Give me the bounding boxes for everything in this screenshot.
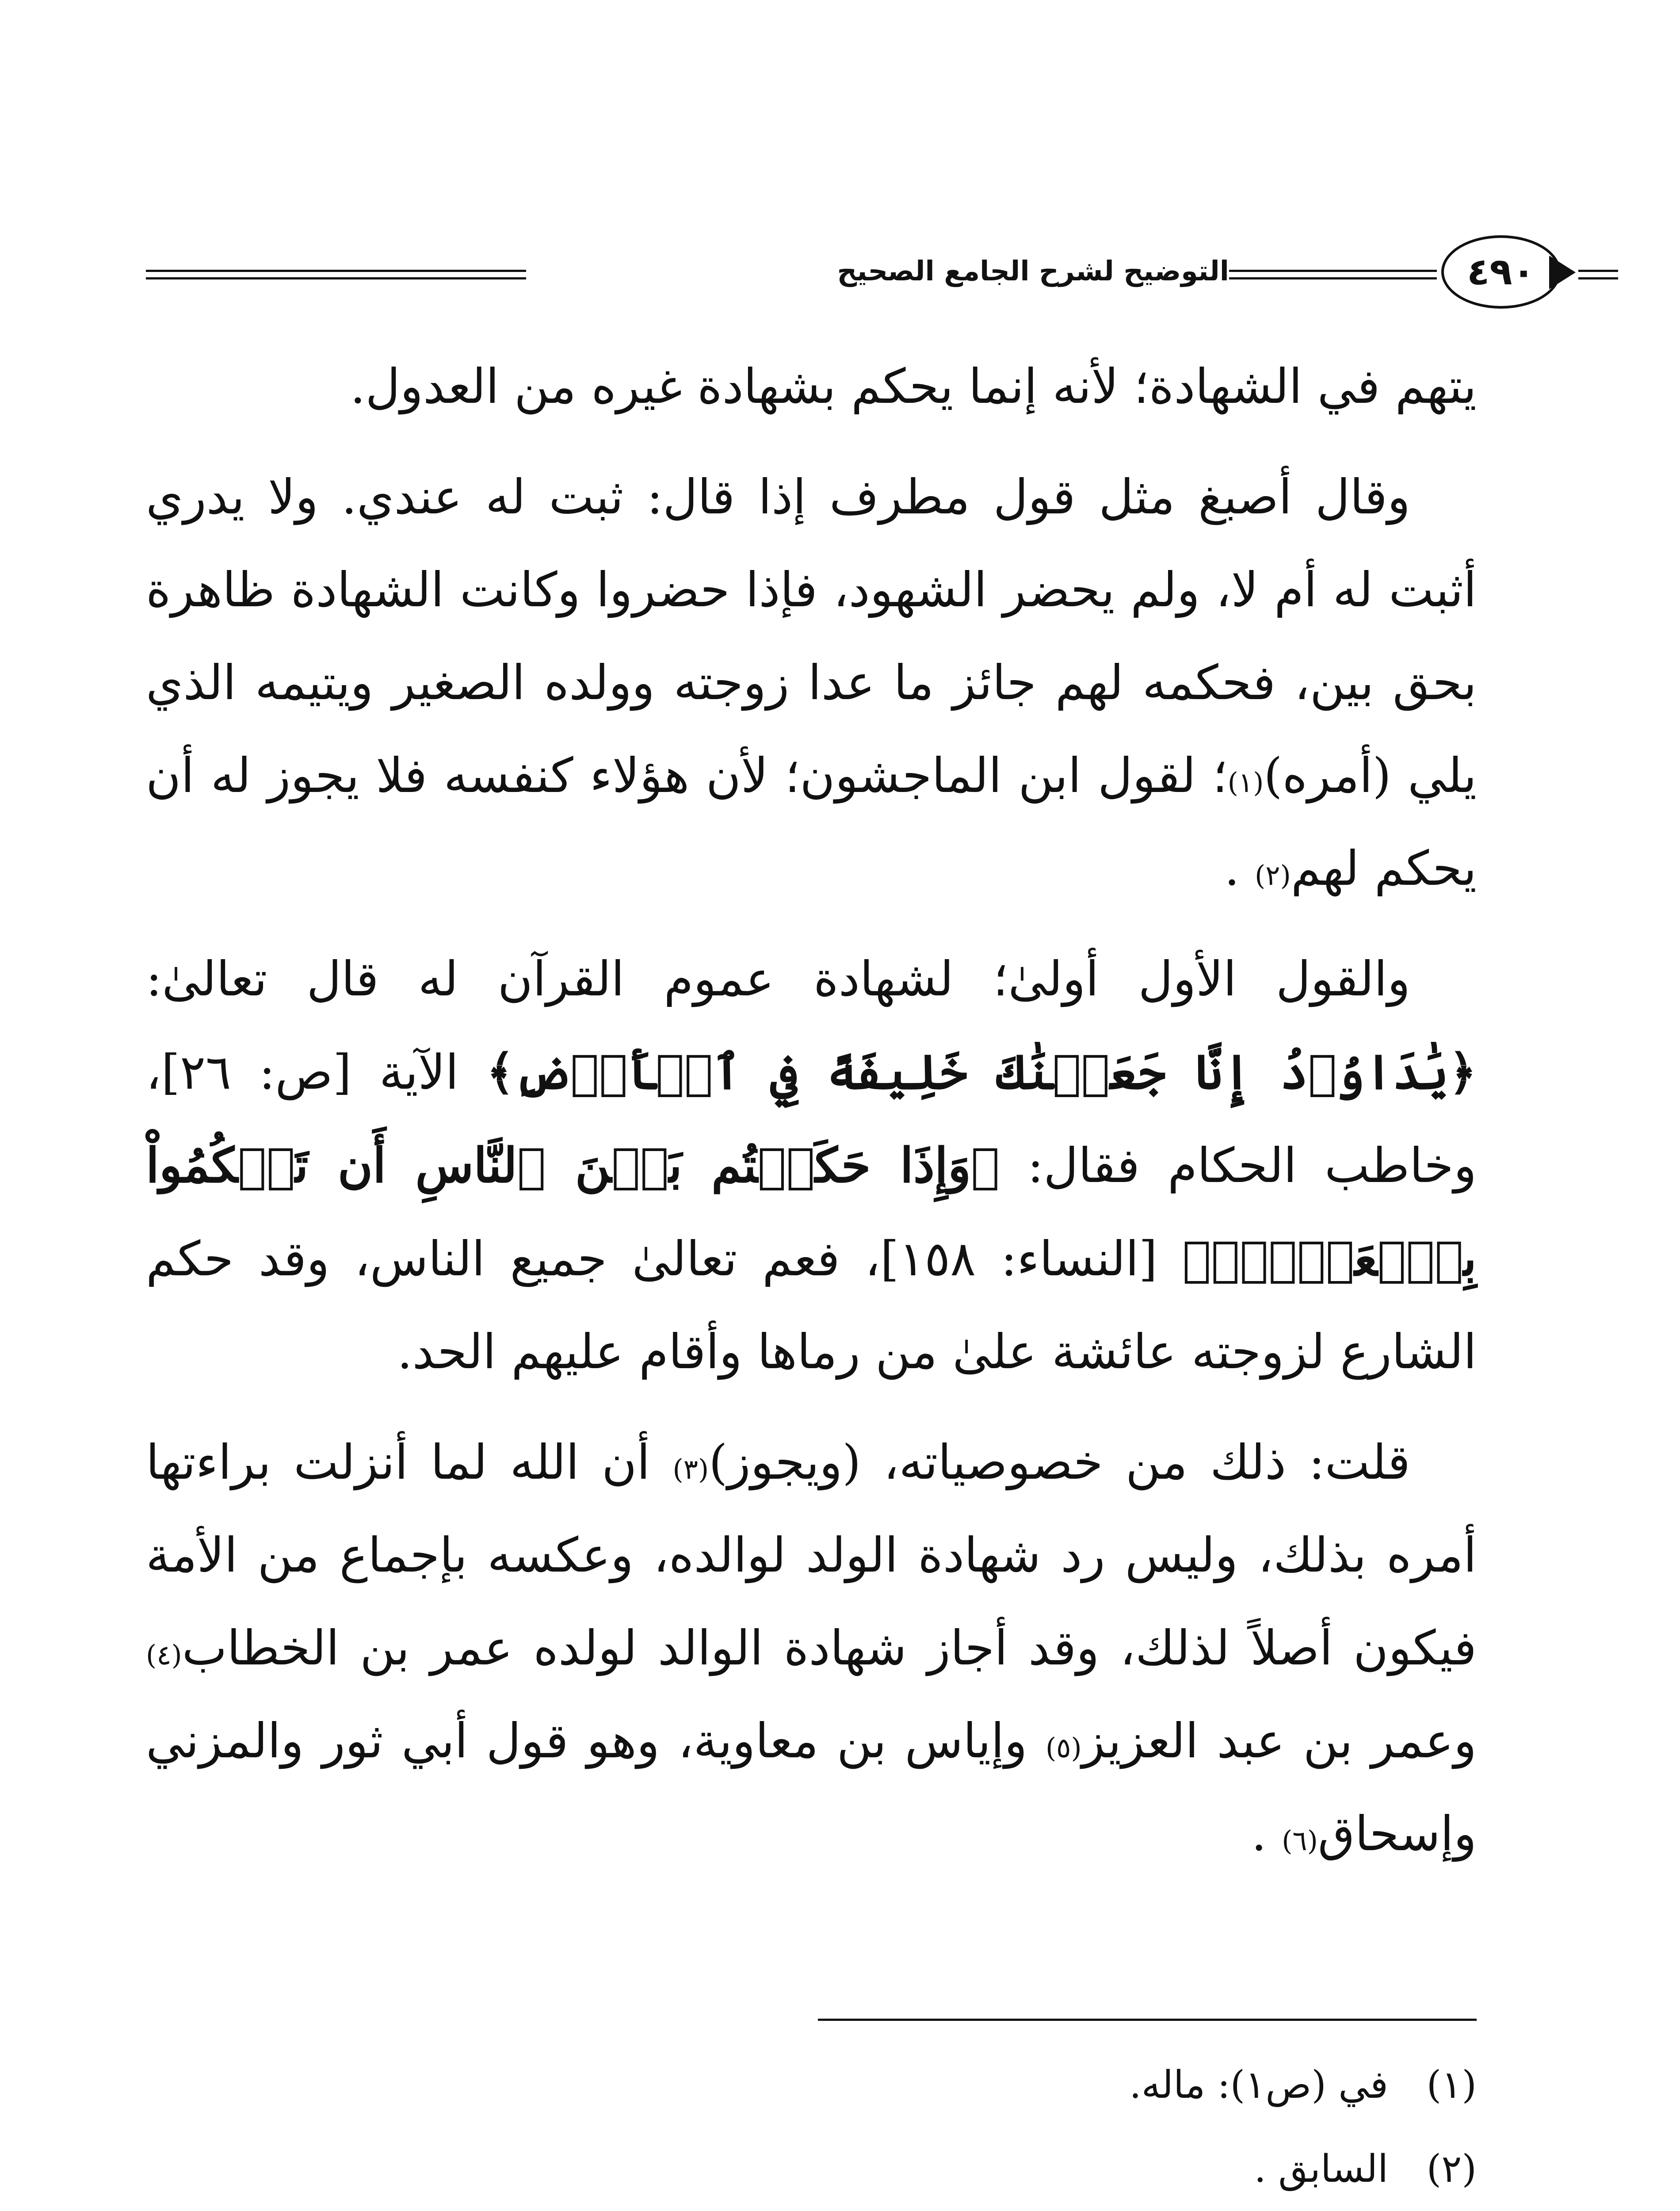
footnote-ref-3[interactable]: (٣) xyxy=(672,1453,709,1485)
paragraph-text: وعمر بن عبد العزيز xyxy=(1081,1714,1477,1769)
footnote-ref-5[interactable]: (٥) xyxy=(1045,1732,1082,1764)
footnote-item xyxy=(146,2127,1477,2211)
footnote-item xyxy=(146,2043,1477,2127)
footnote-text: السابق . xyxy=(1254,2147,1388,2191)
header-rule xyxy=(146,270,526,279)
paragraph-2 xyxy=(146,451,1477,915)
paragraph-3 xyxy=(146,933,1477,1399)
paragraph-text: والقول الأول أولىٰ؛ لشهادة عموم القرآن له قال تعالىٰ: xyxy=(146,952,1410,1007)
footnote-ref-4[interactable]: (٤) xyxy=(146,1639,182,1671)
paragraph-text: الآية [ص: ٢٦]، وخاطب الحكام فقال: xyxy=(146,1045,1477,1193)
footnote-number: (١) xyxy=(1426,2063,1477,2107)
page-number: ٤٩٠ xyxy=(1467,250,1535,293)
running-header xyxy=(146,230,1535,314)
quran-verse: ﴿يَٰدَاوُۥدُ إِنَّا جَعَلۡنَٰكَ خَلِيفَةً فِي ٱلۡأَرۡضِ﴾ xyxy=(486,1044,1477,1100)
paragraph-text: يتهم في الشهادة؛ لأنه إنما يحكم بشهادة غيره من العدول. xyxy=(350,359,1477,414)
footnote-ref-2[interactable]: (٢) xyxy=(1255,859,1291,891)
page-number-medallion xyxy=(1437,230,1578,314)
paragraph-text: وإياس بن معاوية، وهو قول أبي ثور والمزني وإسحاق xyxy=(146,1714,1477,1862)
paragraph-text: . xyxy=(1251,1806,1282,1862)
paragraph-text: أن الله لما أنزلت براءتها أمره بذلك، وليس رد شهادة الولد لوالده، وعكسه بإجماع من الأمة فيكون أصلاً لذلك، وقد أجاز شهادة الوالد لولده عمر بن الخطاب xyxy=(146,1435,1477,1676)
header-rule xyxy=(1578,270,1618,279)
header-rule xyxy=(1229,270,1437,279)
footnotes xyxy=(146,2043,1477,2211)
running-title: التوضيح لشرح الجامع الصحيح xyxy=(837,255,1229,287)
footnote-number: (٢) xyxy=(1426,2147,1477,2191)
footnote-ref-1[interactable]: (١) xyxy=(1227,766,1264,799)
paragraph-1 xyxy=(146,340,1477,433)
paragraph-text: وقال أصبغ مثل قول مطرف إذا قال: ثبت له عندي. ولا يدري أثبت له أم لا، ولم يحضر الشهود، فإذا حضروا وكانت الشهادة ظاهرة بحق بين، فحكمه لهم جائز ما عدا زوجته وولده الصغير ويتيمه الذي يلي (أمره) xyxy=(146,470,1477,803)
paragraph-text: ؛ لقول ابن الماجشون؛ لأن هؤلاء كنفسه فلا يجوز له أن يحكم لهم xyxy=(146,748,1477,896)
quran-verse: ﴿وَإِذَا حَكَمۡتُم بَيۡنَ ٱلنَّاسِ أَن تَحۡكُمُواْ بِٱلۡعَدۡلِۚ﴾ xyxy=(146,1138,1477,1287)
footnote-ref-6[interactable]: (٦) xyxy=(1282,1825,1318,1857)
main-text xyxy=(146,340,1477,1898)
footnote-separator xyxy=(818,2019,1477,2021)
paragraph-text: قلت: ذلك من خصوصياته، (ويجوز) xyxy=(709,1435,1410,1490)
paragraph-text: [النساء: ١٥٨]، فعم تعالىٰ جميع الناس، وقد حكم الشارع لزوجته عائشة علىٰ من رماها وأقام عليهم الحد. xyxy=(146,1232,1477,1380)
medallion-arrow-icon xyxy=(1549,256,1576,289)
footnote-text: في (ص١): ماله. xyxy=(1129,2063,1388,2107)
paragraph-4 xyxy=(146,1416,1477,1881)
paragraph-text: . xyxy=(1224,841,1255,896)
